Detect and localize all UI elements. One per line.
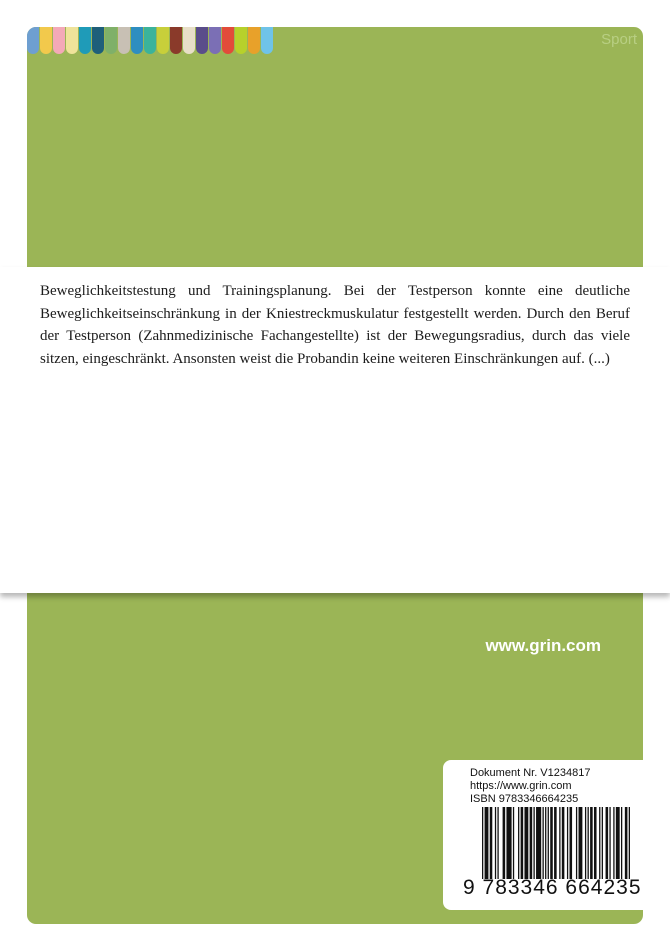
book-description: Beweglichkeitstestung und Trainingsplanung. Bei der Testperson konnte eine deutliche Beweglichkeitseinschränkung in der Kniestreckmuskulatur festgestellt werden. Durch den Beruf der Testperson (Zahnmedizinische Fachangestellte) ist der Bewegungsradius, durch das viele sitzen, eingeschränkt. Ansonsten weist die Probandin keine weiteren Einschränkungen auf. (...) xyxy=(40,283,630,367)
barcode-bar xyxy=(567,807,568,879)
color-strip xyxy=(209,27,221,54)
color-strip xyxy=(222,27,234,54)
color-strip xyxy=(92,27,104,54)
barcode-bar xyxy=(497,807,498,879)
barcode-bar xyxy=(570,807,573,879)
color-strip xyxy=(170,27,182,54)
website-link[interactable]: www.grin.com xyxy=(485,636,601,655)
category-label: Sport xyxy=(601,31,637,48)
document-url: https://www.grin.com xyxy=(470,780,572,792)
barcode-bar xyxy=(503,807,506,879)
color-strip xyxy=(196,27,208,54)
barcode-bar xyxy=(521,807,524,879)
color-strip xyxy=(40,27,52,54)
isbn-text: ISBN 9783346664235 xyxy=(470,793,579,805)
barcode-digits: 9 783346 664235 xyxy=(463,876,642,899)
barcode-bar xyxy=(613,807,614,879)
barcode-bar xyxy=(621,807,622,879)
barcode-info xyxy=(470,767,590,806)
color-strip xyxy=(66,27,78,54)
color-strip xyxy=(118,27,130,54)
barcode-bar xyxy=(524,807,528,879)
barcode-bar xyxy=(533,807,534,879)
barcode-bar xyxy=(609,807,610,879)
barcode-bar xyxy=(495,807,496,879)
barcode-panel xyxy=(443,760,643,910)
barcode-bar xyxy=(482,807,483,879)
barcode-bar xyxy=(518,807,519,879)
document-number: Dokument Nr. V1234817 xyxy=(470,767,591,779)
color-strip xyxy=(131,27,143,54)
barcode-bar xyxy=(599,807,600,879)
barcode-bar xyxy=(579,807,583,879)
color-strips xyxy=(27,27,274,54)
color-strip xyxy=(248,27,260,54)
color-strip xyxy=(105,27,117,54)
barcode-bar xyxy=(542,807,543,879)
color-strip xyxy=(27,27,39,54)
barcode-bar xyxy=(606,807,609,879)
barcode-bar xyxy=(625,807,628,879)
color-strip xyxy=(183,27,195,54)
color-strip xyxy=(144,27,156,54)
barcode-bar xyxy=(559,807,560,879)
color-strip xyxy=(157,27,169,54)
color-strip xyxy=(53,27,65,54)
barcode-bar xyxy=(588,807,589,879)
color-strip xyxy=(235,27,247,54)
barcode-bar xyxy=(513,807,514,879)
barcode-bar xyxy=(576,807,577,879)
barcode-bar xyxy=(585,807,586,879)
barcode-bar xyxy=(545,807,546,879)
barcode-bar xyxy=(594,807,597,879)
barcode-bar xyxy=(562,807,565,879)
barcode-bar xyxy=(616,807,620,879)
color-strip xyxy=(79,27,91,54)
barcode-bar xyxy=(536,807,541,879)
color-strip xyxy=(261,27,273,54)
barcode-bar xyxy=(548,807,549,879)
barcode-bar xyxy=(506,807,511,879)
barcode-bar xyxy=(550,807,553,879)
barcode-bar xyxy=(530,807,533,879)
barcode-bar xyxy=(485,807,489,879)
barcode-bar xyxy=(602,807,603,879)
barcode-bar xyxy=(590,807,593,879)
barcode-bar xyxy=(554,807,557,879)
barcode-bars xyxy=(482,807,630,879)
barcode-bar xyxy=(490,807,493,879)
barcode-bar xyxy=(629,807,630,879)
